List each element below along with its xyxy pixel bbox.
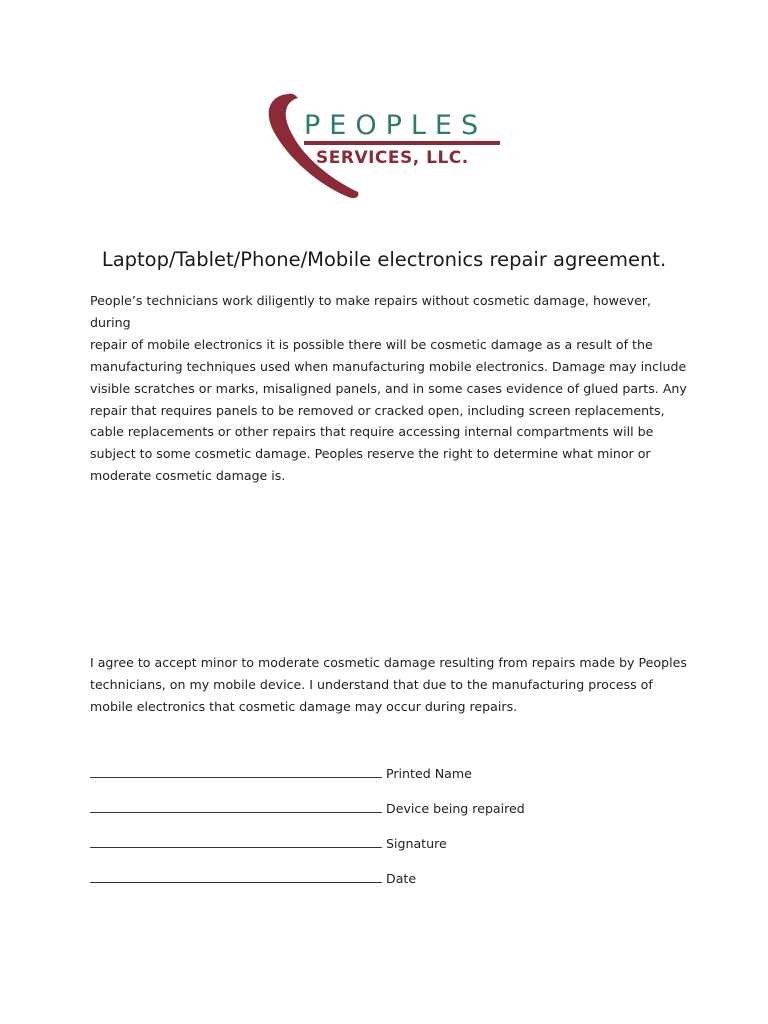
logo-swoosh-graphic (262, 88, 508, 202)
document-title: Laptop/Tablet/Phone/Mobile electronics repair agreement. (101, 248, 667, 271)
logo-divider-bar (304, 141, 500, 145)
agreement-paragraph: I agree to accept minor to moderate cosmetic damage resulting from repairs made by Peoples technicians, on my mobile device. I understand that due to the manufacturing process of mobile electronics that cosmetic damage may occur during repairs. (90, 655, 687, 714)
company-logo (262, 88, 508, 202)
logo-text-services: SERVICES, LLC. (316, 148, 469, 168)
signature-line[interactable] (90, 767, 382, 778)
field-label-date: Date (386, 871, 417, 886)
device-field[interactable] (90, 802, 525, 816)
signature-line[interactable] (90, 837, 382, 848)
printed-name-field[interactable] (90, 767, 472, 781)
field-label-signature: Signature (386, 836, 447, 851)
field-label-device: Device being repaired (386, 801, 525, 816)
logo-text-peoples: PEOPLES (304, 110, 488, 141)
date-field[interactable] (90, 872, 416, 886)
field-label-printed-name: Printed Name (386, 766, 472, 781)
damage-disclaimer-paragraph: People’s technicians work diligently to make repairs without cosmetic damage, however, during repair of mobile electronics it is possible there will be cosmetic damage as a result of the manufacturing techniques used when manufacturing mobile electronics. Damage may include visible scratches or marks, misaligned panels, and in some cases evidence of glued parts. Any repair that requires panels to be removed or cracked open, including screen replacements, cable replacements or other repairs that require accessing internal compartments will be subject to some cosmetic damage. Peoples reserve the right to determine what minor or moderate cosmetic damage is. (90, 293, 687, 484)
signature-line[interactable] (90, 802, 382, 813)
signature-line[interactable] (90, 872, 382, 883)
signature-field[interactable] (90, 837, 447, 851)
